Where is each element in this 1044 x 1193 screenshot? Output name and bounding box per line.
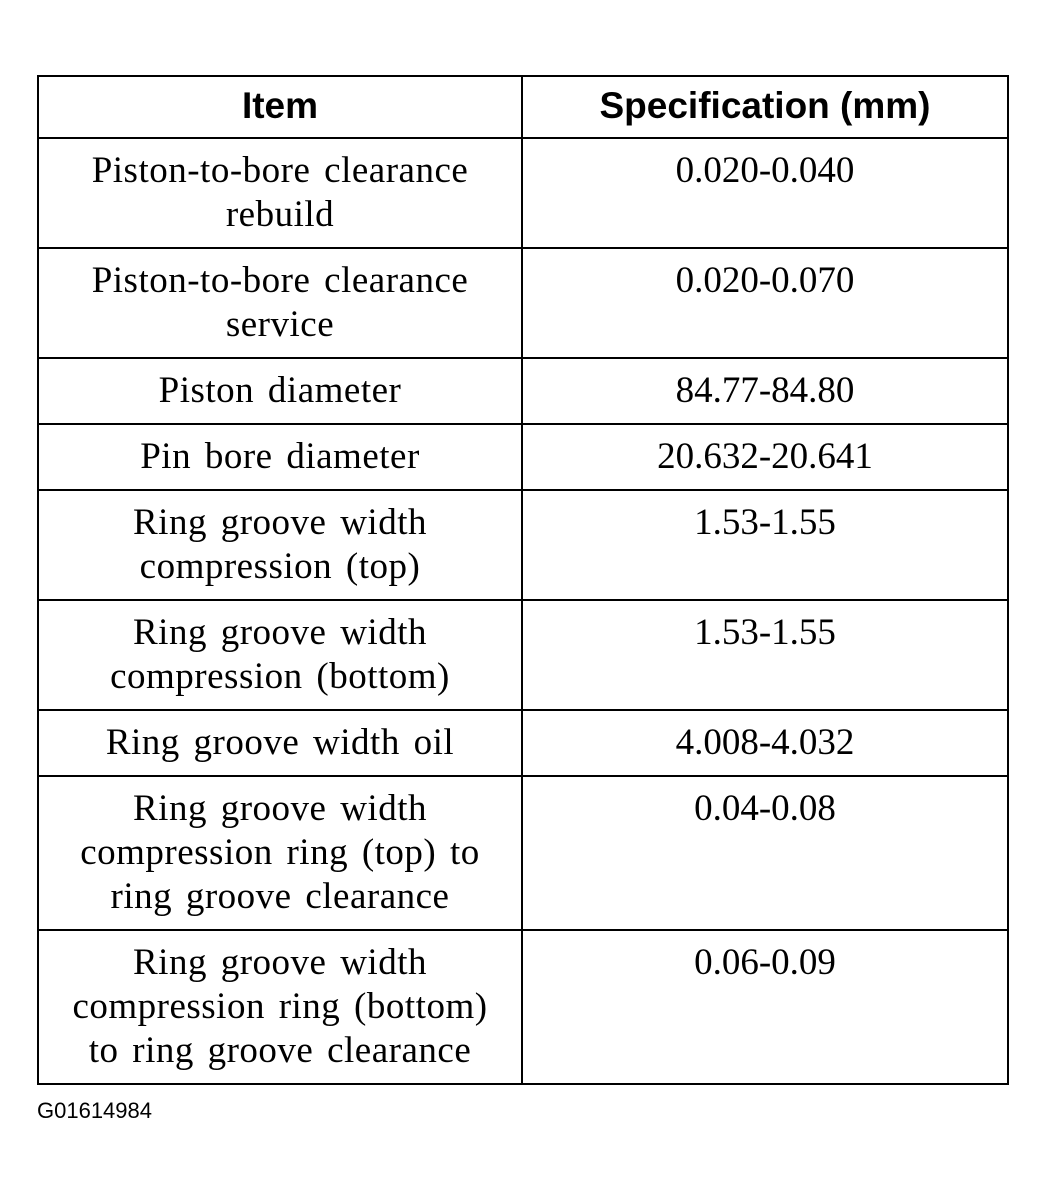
item-line: Piston-to-bore clearance [91, 150, 469, 191]
item-line: Pin bore diameter [140, 436, 420, 477]
item-cell [38, 490, 522, 600]
item-line: compression (bottom) [110, 656, 450, 697]
item-cell [38, 424, 522, 490]
item-cell [38, 776, 522, 930]
item-line: Piston diameter [158, 370, 402, 411]
table-row [38, 424, 1008, 490]
item-cell [38, 138, 522, 248]
item-cell [38, 710, 522, 776]
item-line: Ring groove width [133, 502, 427, 543]
item-line: Ring groove width [133, 788, 427, 829]
item-line: to ring groove clearance [88, 1030, 472, 1071]
table-row [38, 710, 1008, 776]
spec-cell: 1.53-1.55 [522, 490, 1008, 600]
item-line: compression (top) [139, 546, 421, 587]
item-cell [38, 930, 522, 1084]
table-row [38, 248, 1008, 358]
header-specification: Specification (mm) [522, 76, 1008, 138]
item-cell [38, 358, 522, 424]
item-line: compression ring (bottom) [72, 986, 488, 1027]
spec-cell: 1.53-1.55 [522, 600, 1008, 710]
table-row [38, 776, 1008, 930]
header-item: Item [38, 76, 522, 138]
table-row [38, 600, 1008, 710]
item-line: service [225, 304, 335, 345]
spec-cell: 0.04-0.08 [522, 776, 1008, 930]
table-row [38, 358, 1008, 424]
item-cell [38, 248, 522, 358]
item-line: Ring groove width oil [105, 722, 455, 763]
figure-id: G01614984 [37, 1098, 152, 1123]
item-cell [38, 600, 522, 710]
item-line: Ring groove width [133, 942, 427, 983]
item-line: Ring groove width [133, 612, 427, 653]
header-row [38, 76, 1008, 138]
spec-cell: 0.06-0.09 [522, 930, 1008, 1084]
table-row [38, 930, 1008, 1084]
table-row [38, 138, 1008, 248]
spec-cell: 0.020-0.040 [522, 138, 1008, 248]
spec-cell: 84.77-84.80 [522, 358, 1008, 424]
item-line: Piston-to-bore clearance [91, 260, 469, 301]
table-row [38, 490, 1008, 600]
spec-cell: 4.008-4.032 [522, 710, 1008, 776]
spec-cell: 0.020-0.070 [522, 248, 1008, 358]
item-line: ring groove clearance [110, 876, 450, 917]
spec-cell: 20.632-20.641 [522, 424, 1008, 490]
spec-table [37, 75, 1009, 1085]
item-line: rebuild [225, 194, 335, 235]
item-line: compression ring (top) to [80, 832, 480, 873]
